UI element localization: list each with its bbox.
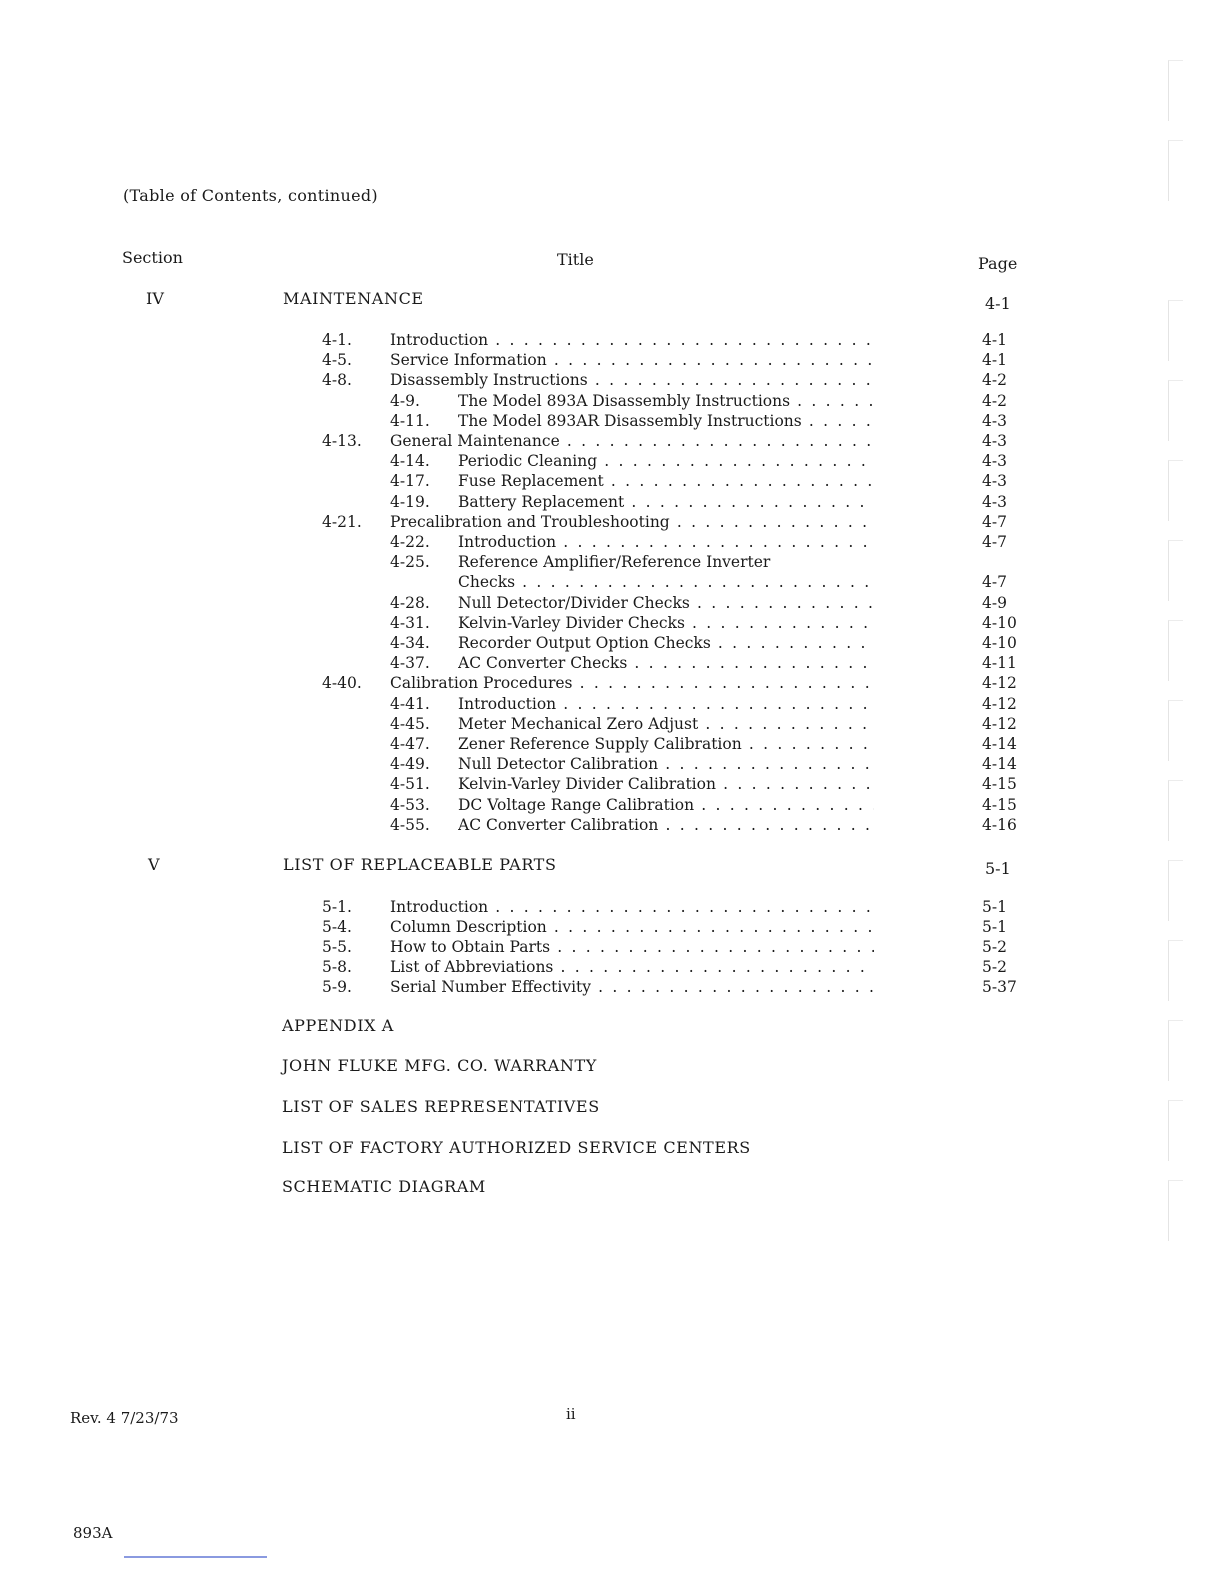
entry-title: Introduction . . . xyxy=(458,694,874,714)
entry-page: 4-11 xyxy=(982,654,1017,673)
toc-entry xyxy=(322,673,1042,693)
entry-page: 4-3 xyxy=(982,452,1007,471)
toc-entry xyxy=(322,937,1042,957)
entry-page: 4-3 xyxy=(982,492,1007,511)
entry-number: 4-37. xyxy=(390,654,430,673)
entry-number: 5-1. xyxy=(322,898,352,916)
appendix-item: APPENDIX A xyxy=(282,1016,394,1035)
entry-page: 4-7 xyxy=(982,512,1007,531)
entry-number: 4-49. xyxy=(390,755,430,774)
entry-title: Periodic Cleaning . . . xyxy=(458,451,874,471)
entry-number: 4-13. xyxy=(322,432,362,450)
toc-entry xyxy=(322,593,1042,613)
entry-title: Introduction . . . xyxy=(458,532,874,552)
toc-entry xyxy=(322,572,1042,592)
toc-entry xyxy=(322,451,1042,471)
entry-number: 4-28. xyxy=(390,593,430,612)
section-title: MAINTENANCE xyxy=(283,289,424,308)
footer-rule xyxy=(124,1556,267,1558)
entry-title: How to Obtain Parts . . . xyxy=(390,937,874,957)
entry-title: Introduction . . . xyxy=(390,330,874,350)
entry-title: Null Detector Calibration . . . xyxy=(458,754,874,774)
section-title: LIST OF REPLACEABLE PARTS xyxy=(283,855,557,874)
entry-page: 4-7 xyxy=(982,573,1007,592)
binding-edge-marks xyxy=(1160,40,1190,1540)
toc-entry xyxy=(322,795,1042,815)
entry-title: Battery Replacement . . . xyxy=(458,492,874,512)
entry-number: 4-9. xyxy=(390,391,420,410)
entry-page: 4-3 xyxy=(982,472,1007,491)
toc-entry xyxy=(322,532,1042,552)
entry-title: Calibration Procedures . . . xyxy=(390,673,874,693)
entry-page: 4-12 xyxy=(982,714,1017,733)
entry-title: The Model 893A Disassembly Instructions . . . xyxy=(458,391,874,411)
revision-date: Rev. 4 7/23/73 xyxy=(70,1409,179,1427)
toc-entry xyxy=(322,370,1042,390)
entry-page: 4-2 xyxy=(982,391,1007,410)
entry-title: The Model 893AR Disassembly Instructions . . . xyxy=(458,411,874,431)
toc-entry xyxy=(322,411,1042,431)
entry-page: 4-15 xyxy=(982,795,1017,814)
entry-title: Fuse Replacement . . . xyxy=(458,471,874,491)
toc-entry xyxy=(322,552,1042,572)
entry-number: 4-25. xyxy=(390,553,430,572)
entry-number: 4-34. xyxy=(390,634,430,652)
entry-title: Column Description . . . xyxy=(390,917,874,937)
entry-number: 5-9. xyxy=(322,977,352,996)
entry-title: Service Information . . . xyxy=(390,350,874,370)
entry-title: General Maintenance . . . xyxy=(390,431,874,451)
toc-entry xyxy=(322,653,1042,673)
entry-number: 5-4. xyxy=(322,917,352,936)
entry-title: Serial Number Effectivity . . . xyxy=(390,977,874,997)
entry-page: 4-16 xyxy=(982,815,1017,834)
entry-number: 5-8. xyxy=(322,957,352,976)
appendix-item: LIST OF SALES REPRESENTATIVES xyxy=(282,1097,600,1116)
section-page: 4-1 xyxy=(985,294,1011,313)
entry-page: 4-3 xyxy=(982,432,1007,450)
entry-title: AC Converter Calibration . . . xyxy=(458,815,874,835)
entry-title: Precalibration and Troubleshooting . . . xyxy=(390,512,874,532)
appendix-item: SCHEMATIC DIAGRAM xyxy=(282,1177,486,1196)
entry-title: Disassembly Instructions . . . xyxy=(390,370,874,390)
section-page: 5-1 xyxy=(985,859,1011,878)
toc-entry xyxy=(322,815,1042,835)
entry-page: 4-10 xyxy=(982,634,1017,652)
header-page: Page xyxy=(978,254,1018,273)
entry-page: 5-1 xyxy=(982,898,1007,916)
section-number: IV xyxy=(146,289,164,308)
entry-number: 4-22. xyxy=(390,533,430,551)
entry-page: 4-1 xyxy=(982,351,1007,370)
entry-number: 4-5. xyxy=(322,351,352,370)
entry-page: 4-3 xyxy=(982,411,1007,430)
header-title: Title xyxy=(557,250,594,269)
toc-entry xyxy=(322,471,1042,491)
toc-entry xyxy=(322,694,1042,714)
entry-number: 4-8. xyxy=(322,371,352,390)
toc-entry xyxy=(322,754,1042,774)
entry-title: AC Converter Checks . . . xyxy=(458,653,874,673)
entry-title: Meter Mechanical Zero Adjust . . . xyxy=(458,714,874,734)
entry-title: Null Detector/Divider Checks . . . xyxy=(458,593,874,613)
entry-number: 4-11. xyxy=(390,411,430,430)
toc-entry xyxy=(322,897,1042,917)
entry-number: 4-41. xyxy=(390,694,430,713)
entry-page: 4-12 xyxy=(982,674,1017,693)
toc-entry xyxy=(322,330,1042,350)
toc-entry xyxy=(322,492,1042,512)
entry-number: 4-19. xyxy=(390,492,430,511)
toc-entry xyxy=(322,917,1042,937)
toc-entry xyxy=(322,350,1042,370)
entry-number: 4-21. xyxy=(322,512,362,531)
entry-number: 4-17. xyxy=(390,472,430,491)
entry-page: 4-14 xyxy=(982,735,1017,753)
entry-title: Introduction . . . xyxy=(390,897,874,917)
entry-number: 4-55. xyxy=(390,815,430,834)
toc-entry xyxy=(322,613,1042,633)
entry-page: 5-2 xyxy=(982,957,1007,976)
entry-title: List of Abbreviations . . . xyxy=(390,957,874,977)
toc-entry xyxy=(322,774,1042,794)
entry-title: Zener Reference Supply Calibration . . . xyxy=(458,734,874,754)
toc-entry xyxy=(322,391,1042,411)
entry-title: Recorder Output Option Checks . . . xyxy=(458,633,874,653)
entry-number: 4-45. xyxy=(390,714,430,733)
entry-title: Checks . . . xyxy=(458,572,874,592)
entry-page: 4-7 xyxy=(982,533,1007,551)
entry-page: 4-2 xyxy=(982,371,1007,390)
entry-page: 5-2 xyxy=(982,937,1007,956)
model-number: 893A xyxy=(73,1524,113,1542)
entry-number: 4-40. xyxy=(322,674,362,693)
entry-number: 5-5. xyxy=(322,937,352,956)
entry-page: 4-10 xyxy=(982,613,1017,632)
entry-page: 4-9 xyxy=(982,593,1007,612)
entry-title: DC Voltage Range Calibration . . . xyxy=(458,795,874,815)
entry-number: 4-1. xyxy=(322,331,352,349)
toc-entry xyxy=(322,957,1042,977)
page-number: ii xyxy=(566,1405,576,1423)
toc-entry xyxy=(322,633,1042,653)
entry-title: Kelvin-Varley Divider Calibration . . . xyxy=(458,774,874,794)
entry-number: 4-47. xyxy=(390,735,430,753)
toc-entry xyxy=(322,512,1042,532)
toc-entry xyxy=(322,734,1042,754)
entry-title: Reference Amplifier/Reference Inverter xyxy=(458,553,771,572)
header-section: Section xyxy=(122,248,183,267)
toc-entry xyxy=(322,714,1042,734)
entry-page: 5-1 xyxy=(982,917,1007,936)
entry-number: 4-14. xyxy=(390,452,430,471)
entry-page: 4-14 xyxy=(982,755,1017,774)
appendix-item: JOHN FLUKE MFG. CO. WARRANTY xyxy=(282,1056,597,1075)
appendix-item: LIST OF FACTORY AUTHORIZED SERVICE CENTERS xyxy=(282,1138,751,1157)
section-number: V xyxy=(148,855,160,874)
entry-title: Kelvin-Varley Divider Checks . . . xyxy=(458,613,874,633)
toc-entry xyxy=(322,977,1042,997)
entry-page: 4-15 xyxy=(982,775,1017,794)
entry-number: 4-31. xyxy=(390,613,430,632)
toc-caption: (Table of Contents, continued) xyxy=(123,186,378,205)
entry-page: 5-37 xyxy=(982,977,1017,996)
entry-page: 4-12 xyxy=(982,694,1017,713)
toc-entry xyxy=(322,431,1042,451)
entry-number: 4-51. xyxy=(390,775,430,794)
entry-number: 4-53. xyxy=(390,795,430,814)
entry-page: 4-1 xyxy=(982,331,1007,349)
